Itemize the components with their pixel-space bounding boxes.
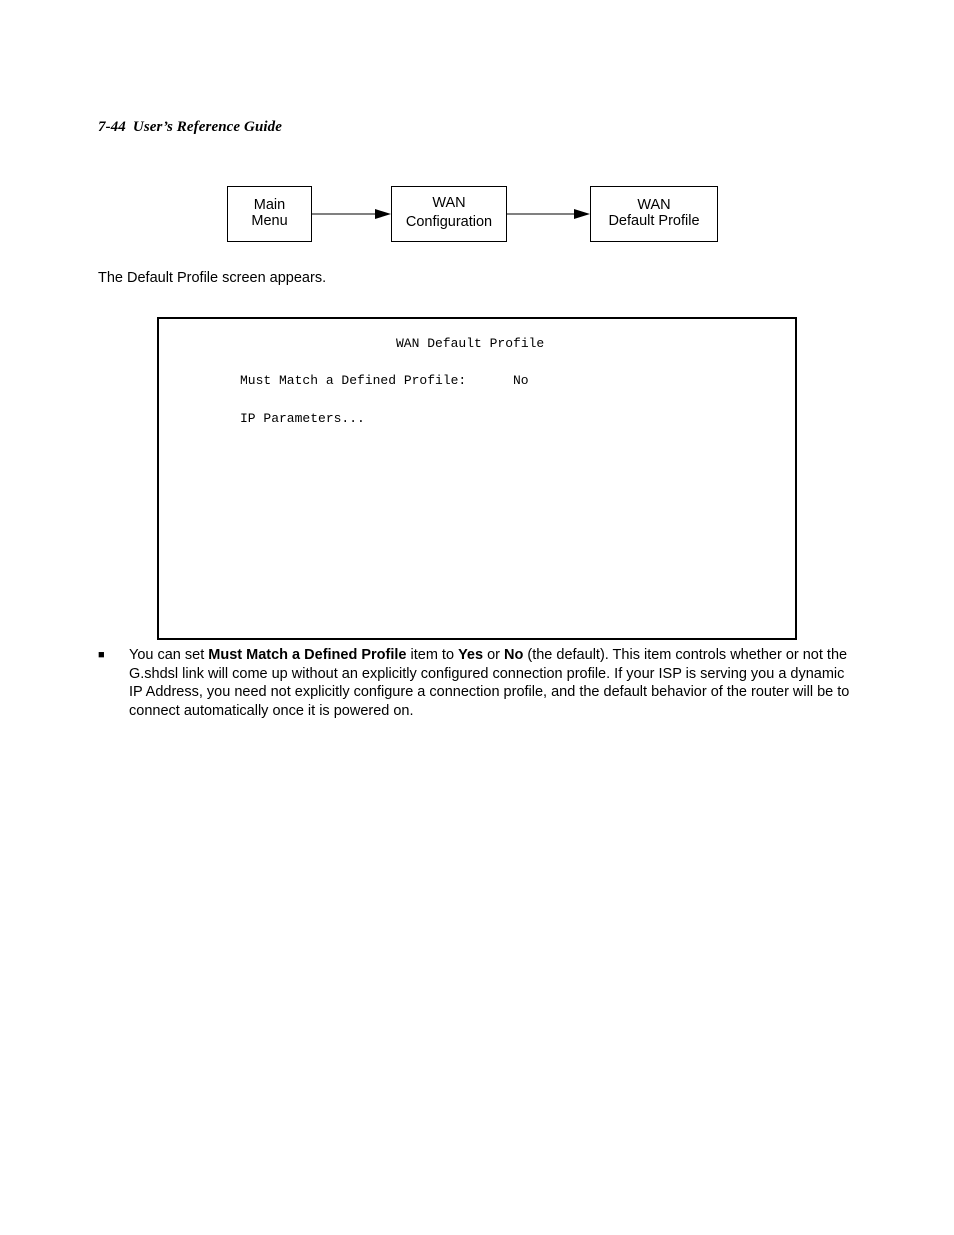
bullet-text-4: (the default). This item controls whether or not the G.shdsl link will come up without an explicitly configured connection profile. If your ISP is serving you a dynamic IP Address, you need not explicitly configure a connection profile, and the default behavior of the router will be to connect automatically once it is powered on.	[129, 647, 850, 720]
flow-box-wan-configuration-line-2: Configuration	[405, 214, 493, 230]
flow-box-wan-default-profile	[590, 186, 718, 242]
terminal-screen	[157, 317, 797, 640]
flow-box-main-menu-line-2: Menu	[251, 213, 288, 229]
flow-arrows	[0, 0, 954, 300]
bullet-bold-yes: Yes	[458, 647, 484, 663]
flow-box-wan-default-profile-line-1: WAN	[637, 197, 671, 213]
flow-box-wan-configuration-line-1: WAN	[432, 195, 466, 211]
flow-box-main-menu	[227, 186, 312, 242]
ip-parameters-item: IP Parameters...	[240, 411, 365, 426]
flow-box-main-menu-line-1: Main	[253, 197, 286, 213]
bullet-text-3: or	[483, 647, 505, 663]
bullet-bold-field-name: Must Match a Defined Profile	[208, 647, 407, 663]
arrow-main-to-wan-configuration	[312, 209, 391, 219]
flow-box-wan-default-profile-line-2: Default Profile	[608, 213, 700, 229]
bullet-text-2: item to	[406, 647, 459, 663]
flow-box-wan-configuration	[391, 186, 507, 242]
page-header	[98, 119, 282, 136]
intro-text: The Default Profile screen appears.	[98, 270, 327, 286]
bullet-paragraph	[129, 646, 857, 721]
must-match-profile-value: No	[513, 373, 529, 388]
bullet-bold-no: No	[504, 647, 524, 663]
bullet-marker: ■	[98, 649, 105, 661]
terminal-title: WAN Default Profile	[396, 336, 545, 351]
guide-title: User’s Reference Guide	[132, 119, 283, 135]
bullet-text-1: You can set	[129, 647, 209, 663]
arrow-wan-configuration-to-default-profile	[507, 209, 590, 219]
page-number: 7-44	[98, 119, 126, 135]
must-match-profile-label: Must Match a Defined Profile:	[240, 373, 467, 388]
